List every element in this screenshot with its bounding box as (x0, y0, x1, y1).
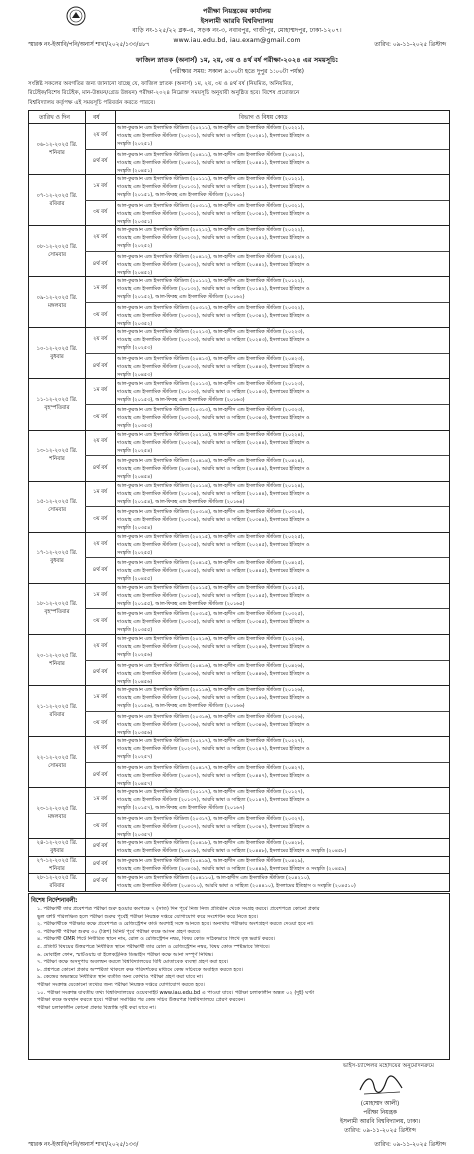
schedule-table (28, 110, 450, 892)
subject-line: আল-কুরআন এন্ড ইসলামিক স্টাডিজ (২০৩১১), আল-হাদীস এন্ড ইসলামিক স্টাডিজ (২০৩২১), (117, 202, 305, 209)
exam-date: ০৬-১২-২০২৫ খ্রি. (36, 141, 78, 148)
year-cell: ৪র্থ বর্ষ (92, 843, 108, 850)
subject-line: সংস্কৃতি (২০১৫৫), আল-ফিকহ এন্ড ইসলামিক স্টাডিজ (২০১৬৫) (117, 600, 245, 607)
subject-line: সংস্কৃতি (২০২৫২) (117, 243, 153, 250)
subject-line: দাওয়াহ এন্ড ইসলামিক স্টাডিজ (২০৩৩১), আরবি ভাষা ও সাহিত্য (২০৩৪১), ইসলামের ইতিহাস ও (117, 210, 310, 217)
exam-date: ২২-১২-২০২৫ খ্রি. (36, 754, 78, 761)
contact-line: www.iau.edu.bd, iau.exam@gmail.com (173, 37, 301, 44)
subject-line: সংস্কৃতি (২০২৫৪) (117, 447, 153, 454)
year-cell: ৪র্থ বর্ষ (92, 464, 108, 471)
date-cell (29, 838, 85, 856)
subject-line: আল-কুরআন এন্ড ইসলামিক স্টাডিজ (২০৪১১), আল-হাদীস এন্ড ইসলামিক স্টাডিজ (২০৪২১), (117, 151, 305, 158)
subject-line: সংস্কৃতি (২০২৫৬) (117, 652, 153, 659)
exam-day: বৃহস্পতিবার (44, 609, 70, 616)
header-year: বর্ষ (93, 115, 100, 121)
date-cell (29, 736, 85, 787)
subject-line: সংস্কৃতি (২০২৫৫) (117, 549, 153, 556)
instructions-heading: বিশেষ নির্দেশনাবলী: (31, 898, 78, 904)
subject-line: দাওয়াহ এন্ড ইসলামিক স্টাডিজ (২০৪৩৬), আরবি ভাষা ও সাহিত্য (২০৪৪৬), ইসলামের ইতিহাস ও (117, 670, 310, 677)
date-group (29, 379, 449, 431)
table-row (85, 736, 449, 762)
intro-line: সংশ্লিষ্ট সকলের অবগতির জন্য জানানো যাচ্ছে যে, ফাজিল স্নাতক (অনার্স) ১ম, ২য়, ৩য় ও ৪র্থ বর্ষ (নিয়মিত, অনিয়মিত, (28, 81, 294, 87)
subject-line: সংস্কৃতি (২০৪৫৩) (117, 371, 153, 378)
year-cell: ৪র্থ বর্ষ (92, 878, 108, 885)
subject-line: সংস্কৃতি (২০৪৫৭) (117, 780, 153, 787)
website-link[interactable]: www.iau.edu.bd (173, 37, 226, 44)
date-group (29, 685, 449, 737)
subject-line: আল-কুরআন এন্ড ইসলামিক স্টাডিজ (২০১১৪), আল-হাদীস এন্ড ইসলামিক স্টাডিজ (২০১২৪), (117, 482, 305, 489)
instruction-item: পরীক্ষা সংক্রান্ত যেকোনো তথ্যের জন্য পরীক্ষা নিয়ন্ত্রক দপ্তরে যোগাযোগ করতে হবে। (37, 981, 205, 988)
subject-line: দাওয়াহ এন্ড ইসলামিক স্টাডিজ (২০২৩২), আরবি ভাষা ও সাহিত্য (২০২৪২), ইসলামের ইতিহাস ও (117, 235, 310, 242)
instruction-item: ২. পরীক্ষার্থীকে পরীক্ষার কক্ষে প্রবেশপত্র ও রেজিস্ট্রেশন কার্ড অবশ্যই সঙ্গে আনতে হবে। অন্যথায় পরীক্ষায় অংশগ্রহণ করতে দেওয়া হবে না। (37, 921, 314, 928)
date-group (29, 873, 449, 892)
subject-line: আল-কুরআন এন্ড ইসলামিক স্টাডিজ (২০৪১১০), আল-হাদীস এন্ড ইসলামিক স্টাডিজ (২০৪২১০), (117, 875, 311, 882)
table-row (85, 608, 449, 635)
email-link[interactable]: iau.exam@gmail.com (229, 37, 301, 44)
table-row (85, 225, 449, 251)
exam-day: বুধবার (50, 353, 64, 360)
date-group (29, 327, 449, 379)
office-address: বাড়ি নং-১২৫/২২ ব্লক-এ, সড়ক নং-৩, নবাবপুর, গাজীপুর, মোহাম্মদপুর, ঢাকা-১২০৭। (132, 27, 342, 34)
subject-line: সংস্কৃতি (২০৩৫৭) (117, 831, 153, 838)
date-group (29, 123, 449, 175)
table-row (85, 123, 449, 149)
year-cell: ১ম বর্ষ (93, 796, 107, 803)
date-cell (29, 634, 85, 685)
exam-date: ২৩-১২-২০২৫ খ্রি. (36, 805, 78, 812)
signatory-date: তারিখ: ০৯-১১-২০২৫ খ্রিস্টাব্দ (344, 1128, 416, 1134)
year-cell: ২য় বর্ষ (92, 744, 108, 751)
instruction-item: ৮. প্রশ্নপত্রে কোনো প্রকার অস্পষ্টতা থাকলে কক্ষ পরিদর্শকের মাধ্যমে কেন্দ্র সচিবকে অবহিত করতে হবে। (37, 966, 243, 973)
subject-line: সংস্কৃতি (২০৪৫৪) (117, 474, 153, 481)
exam-date: ০৮-১২-২০২৫ খ্রি. (36, 243, 78, 250)
subjects-cell (117, 559, 447, 583)
subject-line: দাওয়াহ এন্ড ইসলামিক স্টাডিজ (২০১৩২), আরবি ভাষা ও সাহিত্য (২০১৪২), ইসলামের ইতিহাস ও (117, 286, 310, 293)
year-cell: ২য় বর্ষ (92, 131, 108, 138)
subject-line: দাওয়াহ এন্ড ইসলামিক স্টাডিজ (২০৪৩৪), আরবি ভাষা ও সাহিত্য (২০৪৪৪), ইসলামের ইতিহাস ও (117, 466, 310, 473)
exam-date: ২৪-১২-২০২৫ খ্রি. (36, 840, 78, 847)
exam-day: বুধবার (50, 848, 64, 855)
subjects-cell (117, 686, 447, 710)
year-cell: ১ম বর্ষ (93, 591, 107, 598)
footer-memo-number: স্মারক নং-ইআবি/পনি/অনার্স শাখা/২০২৫/১৩৩/ (28, 1142, 139, 1148)
notice-title: ফাজিল স্নাতক (অনার্স) ১ম, ২য়, ৩য় ও ৪র্থ বর্ষ পরীক্ষা-২০২৪ এর সময়সূচি: (135, 56, 339, 64)
table-row (85, 481, 449, 507)
memo-number: স্মারক নং-ইআবি/পনি/অনার্স শাখা/২০২৫/১৩৩/৪৮৭ (28, 42, 150, 48)
year-cell: ১ম বর্ষ (93, 693, 107, 700)
subjects-cell (117, 482, 447, 506)
subject-line: দাওয়াহ এন্ড ইসলামিক স্টাডিজ (২০১৩৫), আরবি ভাষা ও সাহিত্য (২০১৪৫), ইসলামের ইতিহাস ও (117, 592, 310, 599)
subject-line: আল-কুরআন এন্ড ইসলামিক স্টাডিজ (২০২১৫), আল-হাদীস এন্ড ইসলামিক স্টাডিজ (২০২২৫), (117, 533, 305, 540)
subjects-cell (117, 857, 447, 873)
exam-date: ১৫-১২-২০২৫ খ্রি. (36, 499, 78, 506)
subject-line: সংস্কৃতি (২০১৫৬), আল-ফিকহ এন্ড ইসলামিক স্টাডিজ (২০১৬৬) (117, 703, 245, 710)
year-cell: ২য় বর্ষ (92, 438, 108, 445)
reference-line (28, 40, 446, 50)
exam-date: ১৭-১২-২০২৫ খ্রি. (36, 550, 78, 557)
subject-line: সংস্কৃতি (২০৩৫৫) (117, 627, 153, 634)
instruction-item: ৯. কেন্দ্রের অভ্যন্তরে নির্ধারিত স্থান ব্যতীত অন্য কোথাও পরীক্ষা গ্রহণ করা যাবে না। (37, 974, 204, 981)
year-cell: ৩য় বর্ষ (92, 822, 108, 829)
date-cell (29, 430, 85, 481)
subject-line: আল-কুরআন এন্ড ইসলামিক স্টাডিজ (২০৪১৭), আল-হাদীস এন্ড ইসলামিক স্টাডিজ (২০৪২৭), (117, 764, 305, 771)
exam-time: (পরীক্ষার সময়: সকাল ৯:০০টা হতে দুপুর ১:০০টা পর্যন্ত) (170, 68, 304, 75)
instruction-item: ৪. পরীক্ষার্থী OMR শিটে নির্ধারিত স্থানে নাম, রোল ও রেজিস্ট্রেশন নম্বর, বিষয় কোড সঠিকভাবে লিখে বৃত্ত ভরাট করবে। (37, 936, 276, 943)
subjects-cell (117, 839, 447, 855)
table-row (85, 379, 449, 405)
subject-line: আল-কুরআন এন্ড ইসলামিক স্টাডিজ (২০৩১৬), আল-হাদীস এন্ড ইসলামিক স্টাডিজ (২০৩২৬), (117, 713, 305, 720)
subjects-cell (117, 202, 447, 226)
subject-line: দাওয়াহ এন্ড ইসলামিক স্টাডিজ (২০১৩৭), আরবি ভাষা ও সাহিত্য (২০১৪৭), ইসলামের ইতিহাস ও (117, 797, 310, 804)
subject-line: আল-কুরআন এন্ড ইসলামিক স্টাডিজ (২০২১১), আল-হাদীস এন্ড ইসলামিক স্টাডিজ (২০২২১), (117, 125, 305, 131)
table-row (85, 353, 449, 380)
subject-line: আল-কুরআন এন্ড ইসলামিক স্টাডিজ (২০৪১৫), আল-হাদীস এন্ড ইসলামিক স্টাডিজ (২০৪২৫), (117, 560, 305, 567)
exam-date: ২১-১২-২০২৫ খ্রি. (36, 703, 78, 710)
exam-day: মঙ্গলবার (47, 813, 67, 820)
subject-line: আল-কুরআন এন্ড ইসলামিক স্টাডিজ (২০১১৩), আল-হাদীস এন্ড ইসলামিক স্টাডিজ (২০১২৩), (117, 380, 305, 387)
subjects-cell (117, 226, 447, 250)
subject-line: আল-কুরআন এন্ড ইসলামিক স্টাডিজ (২০৩১৪), আল-হাদীস এন্ড ইসলামিক স্টাডিজ (২০৩২৪), (117, 509, 305, 516)
subject-line: আল-কুরআন এন্ড ইসলামিক স্টাডিজ (২০১১৫), আল-হাদীস এন্ড ইসলামিক স্টাডিজ (২০১২৫), (117, 584, 305, 591)
subject-line: সংস্কৃতি (২০১৫১), আল-ফিকহ এন্ড ইসলামিক স্টাডিজ (২০১৬১) (117, 192, 245, 199)
instruction-item: ১. পরীক্ষার্থী তার প্রবেশপত্র পরীক্ষা শুরু হওয়ার কমপক্ষে ৭ (সাত) দিন পূর্বে নিজ নিজ প্রতিষ্ঠান থেকে সংগ্রহ করবে। প্রবেশপত্রে কোনো প্রকার (37, 906, 320, 912)
date-cell (29, 276, 85, 327)
subject-line: দাওয়াহ এন্ড ইসলামিক স্টাডিজ (২০২৩৪), আরবি ভাষা ও সাহিত্য (২০২৪৪), ইসলামের ইতিহাস ও (117, 439, 310, 446)
subject-line: আল-কুরআন এন্ড ইসলামিক স্টাডিজ (২০২১৪), আল-হাদীস এন্ড ইসলামিক স্টাডিজ (২০২২৪), (117, 431, 305, 438)
subject-line: সংস্কৃতি (২০১৫৪), আল-ফিকহ এন্ড ইসলামিক স্টাডিজ (২০১৬৪) (117, 498, 245, 505)
subject-line: দাওয়াহ এন্ড ইসলামিক স্টাডিজ (২০৩৩৫), আরবি ভাষা ও সাহিত্য (২০৩৪৫), ইসলামের ইতিহাস ও (117, 619, 310, 626)
subject-line: আল-কুরআন এন্ড ইসলামিক স্টাডিজ (২০৪১৬), আল-হাদীস এন্ড ইসলামিক স্টাডিজ (২০৪২৬), (117, 662, 305, 669)
table-row (85, 174, 449, 200)
subjects-cell (117, 713, 447, 737)
table-row (85, 838, 449, 856)
year-cell: ৪র্থ বর্ষ (92, 860, 108, 867)
header-date: তারিখ ও দিন (39, 115, 70, 121)
subject-line: আল-কুরআন এন্ড ইসলামিক স্টাডিজ (২০২১৭), আল-হাদীস এন্ড ইসলামিক স্টাডিজ (২০২২৭), (117, 738, 305, 745)
table-row (85, 813, 449, 840)
subject-line: আল-কুরআন এন্ড ইসলামিক স্টাডিজ (২০৩১৭), আল-হাদীস এন্ড ইসলামিক স্টাডিজ (২০৩২৭), (117, 815, 305, 822)
subjects-cell (117, 151, 447, 175)
university-name: ইসলামী আরবি বিশ্ববিদ্যালয় (200, 17, 274, 25)
year-cell: ৩য় বর্ষ (92, 618, 108, 625)
subject-line: দাওয়াহ এন্ড ইসলামিক স্টাডিজ (২০৪৩৭), আরবি ভাষা ও সাহিত্য (২০৪৪৭), ইসলামের ইতিহাস ও (117, 772, 310, 779)
intro-line: বিশ্ববিদ্যালয় কর্তৃপক্ষ এই সময়সূচি পরিবর্তন করতে পারবে। (28, 99, 156, 106)
subject-line: আল-কুরআন এন্ড ইসলামিক স্টাডিজ (২০৩১৫), আল-হাদীস এন্ড ইসলামিক স্টাডিজ (২০৩২৫), (117, 611, 305, 618)
table-row (85, 660, 449, 687)
subject-line: আল-কুরআন এন্ড ইসলামিক স্টাডিজ (২০৩১২), আল-হাদীস এন্ড ইসলামিক স্টাডিজ (২০৩২২), (117, 304, 305, 311)
footer-date: তারিখ: ০৯-১১-২০২৫ খ্রিস্টাব্দ (374, 1142, 446, 1148)
exam-date: ২৭-১২-২০২৫ খ্রি. (36, 857, 78, 864)
subjects-cell (117, 815, 447, 839)
subjects-cell (117, 253, 447, 277)
instruction-item: পরীক্ষা চলাকালীন কোনো প্রকার বিভ্রান্তি সৃষ্টি করা যাবে না। (37, 1004, 156, 1011)
subject-line: দাওয়াহ এন্ড ইসলামিক স্টাডিজ (২০১৩৪), আরবি ভাষা ও সাহিত্য (২০১৪৪), ইসলামের ইতিহাস ও (117, 490, 310, 497)
subjects-cell (117, 355, 447, 379)
year-cell: ১ম বর্ষ (93, 182, 107, 189)
date-cell (29, 225, 85, 276)
exam-date: ০৭-১২-২০২৫ খ্রি. (36, 192, 78, 199)
subject-line: সংস্কৃতি (২০১৫৩), আল-ফিকহ এন্ড ইসলামিক স্টাডিজ (২০১৬৩) (117, 396, 245, 403)
exam-date: ১০-১২-২০২৫ খ্রি. (36, 345, 78, 352)
subject-line: দাওয়াহ এন্ড ইসলামিক স্টাডিজ (২০১৩৩), আরবি ভাষা ও সাহিত্য (২০১৪৩), ইসলামের ইতিহাস ও (117, 388, 310, 395)
subject-line: সংস্কৃতি (২০২৫৩) (117, 345, 153, 352)
date-group (29, 532, 449, 584)
exam-day: সোমবার (48, 507, 66, 514)
subject-line: সংস্কৃতি (২০৩৫৪) (117, 525, 153, 532)
exam-day: বৃহস্পতিবার (44, 405, 70, 412)
instruction-item: পরীক্ষা কক্ষে অবস্থান করতে হবে। পরীক্ষা সমাপ্তির পর কেন্দ্র সচিব উত্তরপত্র বিশ্ববিদ্যালয়ে প্রেরণ করবেন। (37, 997, 246, 1004)
table-row (85, 685, 449, 711)
subject-line: আল-কুরআন এন্ড ইসলামিক স্টাডিজ (২০৪১২), আল-হাদীস এন্ড ইসলামিক স্টাডিজ (২০৪২২), (117, 253, 305, 260)
date-group (29, 481, 449, 533)
instructions-box (28, 893, 450, 1060)
date-group (29, 787, 449, 839)
intro-line: রিটেইক/বিশেষ রিটেইক, মান-উন্নয়ন/গ্রেড উন্নয়ন) পরীক্ষা-২০২৪ নিম্নোক্ত সময়সূচি অনুযায়ী অনুষ্ঠিত হবে। বিশেষ প্রয়োজনে (28, 90, 300, 97)
date-group (29, 583, 449, 635)
office-name: পরীক্ষা নিয়ন্ত্রকের কার্যালয় (202, 7, 272, 15)
exam-day: শনিবার (49, 865, 65, 872)
subject-line: দাওয়াহ এন্ড ইসলামিক স্টাডিজ (২০২৩১), আরবি ভাষা ও সাহিত্য (২০২৪১), ইসলামের ইতিহাস ও (117, 133, 310, 140)
table-row (85, 787, 449, 813)
subjects-cell (117, 764, 447, 788)
exam-day: রবিবার (49, 200, 65, 207)
subject-line: আল-কুরআন এন্ড ইসলামিক স্টাডিজ (২০২১২), আল-হাদীস এন্ড ইসলামিক স্টাডিজ (২০২২২), (117, 227, 305, 234)
subject-line: দাওয়াহ এন্ড ইসলামিক স্টাডিজ (২০২৩৫), আরবি ভাষা ও সাহিত্য (২০২৪৫), ইসলামের ইতিহাস ও (117, 541, 310, 548)
subject-line: দাওয়াহ এন্ড ইসলামিক স্টাডিজ (২০৪৩১০), আরবি ভাষা ও সাহিত্য (২০৪৪১০), ইসলামের ইতিহাস ও সংস্কৃতি (২০৪৫১০) (117, 883, 356, 890)
subjects-cell (117, 380, 447, 404)
table-row (85, 276, 449, 302)
year-cell: ৩য় বর্ষ (92, 209, 108, 216)
date-cell (29, 685, 85, 736)
footer-reference (28, 1140, 446, 1150)
instructions-list (37, 906, 443, 1012)
subjects-cell (117, 788, 447, 812)
date-cell (29, 856, 85, 874)
subject-line: সংস্কৃতি (২০২৫১) (117, 141, 153, 148)
subject-line: সংস্কৃতি (২০৩৫৩) (117, 423, 153, 430)
signatory-name: (মোহাম্মদ আলী) (360, 1101, 400, 1107)
instruction-item: ১০. পরীক্ষা সংক্রান্ত যাবতীয় তথ্য বিশ্ববিদ্যালয়ের ওয়েবসাইট www.iau.edu.bd এ পাওয়া যাবে। পরীক্ষা চলাকালীন অন্তত ০২ (দুই) ঘণ্টা (37, 989, 315, 996)
approval-note: ভাইস-চ্যান্সেলর মহোদয়ের অনুমোদনক্রমে (342, 1063, 434, 1069)
subject-line: সংস্কৃতি (২০১৫৭), আল-ফিকহ এন্ড ইসলামিক স্টাডিজ (২০১৬৭) (117, 805, 245, 812)
exam-date: ০৯-১২-২০২৫ খ্রি. (36, 294, 78, 301)
subjects-cell (117, 635, 447, 659)
subjects-cell (117, 610, 447, 634)
exam-date: ২০-১২-২০২৫ খ্রি. (36, 652, 78, 659)
instruction-item: ৭. পরীক্ষা কক্ষে অসদুপায় অবলম্বন করলে বিশ্ববিদ্যালয়ের বিধি মোতাবেক ব্যবস্থা গ্রহণ করা হবে। (37, 959, 229, 966)
subject-line: দাওয়াহ এন্ড ইসলামিক স্টাডিজ (২০৪৩৩), আরবি ভাষা ও সাহিত্য (২০৪৪৩), ইসলামের ইতিহাস ও (117, 363, 310, 370)
subject-line: আল-কুরআন এন্ড ইসলামিক স্টাডিজ (২০৪১৯), আল-হাদীস এন্ড ইসলামিক স্টাডিজ (২০৪২৯), (117, 857, 305, 864)
subject-line: দাওয়াহ এন্ড ইসলামিক স্টাডিজ (২০৩৩৬), আরবি ভাষা ও সাহিত্য (২০৩৪৬), ইসলামের ইতিহাস ও (117, 721, 310, 728)
exam-date: ১৩-১২-২০২৫ খ্রি. (36, 448, 78, 455)
subject-line: দাওয়াহ এন্ড ইসলামিক স্টাডিজ (২০৪৩২), আরবি ভাষা ও সাহিত্য (২০৪৪২), ইসলামের ইতিহাস ও (117, 261, 310, 268)
table-row (85, 149, 449, 176)
date-cell (29, 327, 85, 378)
table-row (85, 583, 449, 609)
table-row (85, 762, 449, 789)
exam-day: রবিবার (49, 711, 65, 718)
subject-line: আল-কুরআন এন্ড ইসলামিক স্টাডিজ (২০১১৭), আল-হাদীস এন্ড ইসলামিক স্টাডিজ (২০১২৭), (117, 789, 305, 796)
subject-line: দাওয়াহ এন্ড ইসলামিক স্টাডিজ (২০৩৩৩), আরবি ভাষা ও সাহিত্য (২০৩৪৩), ইসলামের ইতিহাস ও (117, 415, 310, 422)
year-cell: ৩য় বর্ষ (92, 516, 108, 522)
subjects-cell (117, 124, 447, 148)
subject-line: দাওয়াহ এন্ড ইসলামিক স্টাডিজ (২০৪৩৮), আরবি ভাষা ও সাহিত্য (২০৪৪৮), ইসলামের ইতিহাস ও সংস্কৃতি (২০৪৫৮) (117, 848, 347, 855)
date-group (29, 736, 449, 788)
subjects-cell (117, 584, 447, 608)
exam-day: শনিবার (49, 149, 65, 156)
instruction-item: ভুল ত্রুটি পরিলক্ষিত হলে পরীক্ষা শুরুর পূর্বেই পরীক্ষা নিয়ন্ত্রক দপ্তরে যোগাযোগ করে সংশোধন করে নিতে হবে। (37, 913, 259, 920)
date-cell (29, 532, 85, 583)
subject-line: আল-কুরআন এন্ড ইসলামিক স্টাডিজ (২০৩১৩), আল-হাদীস এন্ড ইসলামিক স্টাডিজ (২০৩২৩), (117, 407, 305, 414)
year-cell: ৪র্থ বর্ষ (92, 567, 108, 574)
subject-line: দাওয়াহ এন্ড ইসলামিক স্টাডিজ (২০৪৩৫), আরবি ভাষা ও সাহিত্য (২০৪৪৫), ইসলামের ইতিহাস ও (117, 568, 310, 575)
table-row (85, 302, 449, 329)
date-cell (29, 379, 85, 430)
table-row (85, 856, 449, 874)
table-row (85, 532, 449, 558)
table-row (85, 711, 449, 738)
date-cell (29, 123, 85, 174)
exam-day: শনিবার (49, 456, 65, 463)
year-cell: ৩য় বর্ষ (92, 720, 108, 727)
subjects-cell (117, 328, 447, 352)
table-row (85, 634, 449, 660)
subject-line: আল-কুরআন এন্ড ইসলামিক স্টাডিজ (২০২১৩), আল-হাদীস এন্ড ইসলামিক স্টাডিজ (২০২২৩), (117, 329, 305, 336)
exam-date: ১৮-১২-২০২৫ খ্রি. (36, 601, 78, 608)
instruction-item: ৬. মোবাইল ফোন, স্মার্টওয়াচ বা ইলেকট্রনিক ডিভাইস পরীক্ষা কক্ষে আনা সম্পূর্ণ নিষিদ্ধ। (37, 951, 214, 958)
signature-image (356, 1072, 406, 1098)
subject-line: আল-কুরআন এন্ড ইসলামিক স্টাডিজ (২০৪১৩), আল-হাদীস এন্ড ইসলামিক স্টাডিজ (২০৪২৩), (117, 355, 305, 362)
subjects-cell (117, 457, 447, 481)
subject-line: সংস্কৃতি (২০৩৫৬) (117, 729, 153, 736)
subject-line: সংস্কৃতি (২০৩৫১) (117, 218, 153, 225)
date-group (29, 174, 449, 226)
subject-line: আল-কুরআন এন্ড ইসলামিক স্টাডিজ (২০২১৬), আল-হাদীস এন্ড ইসলামিক স্টাডিজ (২০২২৬), (117, 636, 305, 642)
signatory-designation: পরীক্ষা নিয়ন্ত্রক (363, 1110, 397, 1116)
instruction-item: ৫. প্রতিটি বিষয়ের উত্তরপত্রে নির্ধারিত স্থানে পরীক্ষার্থী তার রোল ও রেজিস্ট্রেশন নম্বর, বিষয় কোড স্পষ্টভাবে লিখবে। (37, 943, 270, 950)
year-cell: ২য় বর্ষ (92, 336, 108, 343)
table-row (85, 506, 449, 533)
table-row (85, 251, 449, 278)
subject-line: আল-কুরআন এন্ড ইসলামিক স্টাডিজ (২০৪১৮), আল-হাদীস এন্ড ইসলামিক স্টাডিজ (২০৪২৮), (117, 840, 305, 847)
subject-line: দাওয়াহ এন্ড ইসলামিক স্টাডিজ (২০৩৩৭), আরবি ভাষা ও সাহিত্য (২০৩৪৭), ইসলামের ইতিহাস ও (117, 823, 310, 830)
table-row (85, 455, 449, 482)
exam-day: সোমবার (48, 251, 66, 258)
year-cell: ১ম বর্ষ (93, 387, 107, 394)
subject-line: দাওয়াহ এন্ড ইসলামিক স্টাডিজ (২০২৩৭), আরবি ভাষা ও সাহিত্য (২০২৪৭), ইসলামের ইতিহাস ও (117, 746, 310, 753)
date-group (29, 634, 449, 686)
subject-line: সংস্কৃতি (২০২৫৭) (117, 754, 153, 761)
subjects-cell (117, 304, 447, 328)
subject-line: সংস্কৃতি (২০৪৫১) (117, 167, 153, 174)
exam-day: শনিবার (49, 660, 65, 667)
exam-day: বুধবার (50, 558, 64, 565)
signatory-institution: ইসলামী আরবি বিশ্ববিদ্যালয়, ঢাকা। (340, 1119, 420, 1125)
year-cell: ১ম বর্ষ (93, 285, 107, 292)
memo-date: তারিখ: ০৯-১১-২০২৫ খ্রিস্টাব্দ (374, 42, 446, 48)
subject-line: আল-কুরআন এন্ড ইসলামিক স্টাডিজ (২০১১২), আল-হাদীস এন্ড ইসলামিক স্টাডিজ (২০১২২), (117, 278, 305, 285)
year-cell: ৪র্থ বর্ষ (92, 362, 108, 369)
subject-line: দাওয়াহ এন্ড ইসলামিক স্টাডিজ (২০২৩৬), আরবি ভাষা ও সাহিত্য (২০২৪৬), ইসলামের ইতিহাস ও (117, 644, 310, 651)
date-cell (29, 873, 85, 891)
subjects-cell (117, 277, 447, 301)
subject-line: সংস্কৃতি (২০১৫২), আল-ফিকহ এন্ড ইসলামিক স্টাডিজ (২০১৬২) (117, 294, 245, 301)
subject-line: আল-কুরআন এন্ড ইসলামিক স্টাডিজ (২০১১১), আল-হাদীস এন্ড ইসলামিক স্টাডিজ (২০১২১), (117, 176, 305, 183)
subjects-cell (117, 533, 447, 557)
year-cell: ৪র্থ বর্ষ (92, 669, 108, 676)
subject-line: দাওয়াহ এন্ড ইসলামিক স্টাডিজ (২০১৩৬), আরবি ভাষা ও সাহিত্য (২০১৪৬), ইসলামের ইতিহাস ও (117, 695, 310, 702)
table-row (85, 404, 449, 431)
subjects-cell (117, 662, 447, 686)
subject-line: দাওয়াহ এন্ড ইসলামিক স্টাডিজ (২০৪৩১), আরবি ভাষা ও সাহিত্য (২০৪৪১), ইসলামের ইতিহাস ও (117, 159, 310, 166)
subject-line: দাওয়াহ এন্ড ইসলামিক স্টাডিজ (২০১৩১), আরবি ভাষা ও সাহিত্য (২০১৪১), ইসলামের ইতিহাস ও (117, 184, 310, 191)
table-row (85, 557, 449, 584)
exam-date: ২৮-১২-২০২৫ খ্রি. (36, 875, 78, 882)
table-row (85, 873, 449, 891)
subject-line: সংস্কৃতি (২০৩৫২) (117, 320, 153, 327)
table-row (85, 327, 449, 353)
subject-line: দাওয়াহ এন্ড ইসলামিক স্টাডিজ (২০৪৩৯), আরবি ভাষা ও সাহিত্য (২০৪৪৯), ইসলামের ইতিহাস ও সংস্কৃতি (২০৪৫৯) (117, 865, 347, 872)
table-row (85, 200, 449, 227)
subjects-cell (117, 175, 447, 199)
exam-day: মঙ্গলবার (47, 302, 67, 309)
date-group (29, 276, 449, 328)
exam-date: ১১-১২-২০২৫ খ্রি. (36, 397, 78, 404)
exam-day: রবিবার (49, 883, 65, 890)
year-cell: ৪র্থ বর্ষ (92, 260, 108, 267)
subjects-cell (117, 874, 447, 890)
year-cell: ৩য় বর্ষ (92, 311, 108, 318)
subject-line: দাওয়াহ এন্ড ইসলামিক স্টাডিজ (২০৩৩৪), আরবি ভাষা ও সাহিত্য (২০৩৪৪), ইসলামের ইতিহাস ও (117, 517, 310, 524)
date-cell (29, 174, 85, 225)
subject-line: সংস্কৃতি (২০৪৫২) (117, 269, 153, 276)
table-row (85, 430, 449, 456)
subjects-cell (117, 431, 447, 455)
subjects-cell (117, 508, 447, 532)
exam-day: সোমবার (48, 762, 66, 769)
date-group (29, 225, 449, 277)
year-cell: ৩য় বর্ষ (92, 413, 108, 420)
instruction-item: ৩. পরীক্ষার্থী পরীক্ষা শুরুর ৩০ (ত্রিশ) মিনিট পূর্বে পরীক্ষা কক্ষে আসন গ্রহণ করবে। (37, 928, 201, 935)
subject-line: সংস্কৃতি (২০৪৫৫) (117, 576, 153, 583)
subjects-cell (117, 406, 447, 430)
year-cell: ৪র্থ বর্ষ (92, 158, 108, 165)
date-cell (29, 481, 85, 532)
subject-line: দাওয়াহ এন্ড ইসলামিক স্টাডিজ (২০২৩৩), আরবি ভাষা ও সাহিত্য (২০২৪৩), ইসলামের ইতিহাস ও (117, 337, 310, 344)
year-cell: ২য় বর্ষ (92, 233, 108, 240)
subjects-cell (117, 737, 447, 761)
intro-paragraph (28, 80, 444, 108)
header-subjects: বিভাগ ও বিষয় কোড (239, 115, 288, 121)
year-cell: ১ম বর্ষ (93, 489, 107, 496)
date-group (29, 430, 449, 482)
subject-line: আল-কুরআন এন্ড ইসলামিক স্টাডিজ (২০১১৬), আল-হাদীস এন্ড ইসলামিক স্টাডিজ (২০১২৬), (117, 687, 305, 694)
date-cell (29, 787, 85, 838)
year-cell: ২য় বর্ষ (92, 642, 108, 649)
subject-line: আল-কুরআন এন্ড ইসলামিক স্টাডিজ (২০৪১৪), আল-হাদীস এন্ড ইসলামিক স্টাডিজ (২০৪২৪), (117, 458, 305, 465)
date-group (29, 838, 449, 857)
date-cell (29, 583, 85, 634)
subject-line: সংস্কৃতি (২০৪৫৬) (117, 678, 153, 685)
signatory-block (300, 1100, 460, 1136)
year-cell: ২য় বর্ষ (92, 540, 108, 547)
date-group (29, 856, 449, 875)
subject-line: দাওয়াহ এন্ড ইসলামিক স্টাডিজ (২০৩৩২), আরবি ভাষা ও সাহিত্য (২০৩৪২), ইসলামের ইতিহাস ও (117, 312, 310, 319)
year-cell: ৪র্থ বর্ষ (92, 771, 108, 778)
